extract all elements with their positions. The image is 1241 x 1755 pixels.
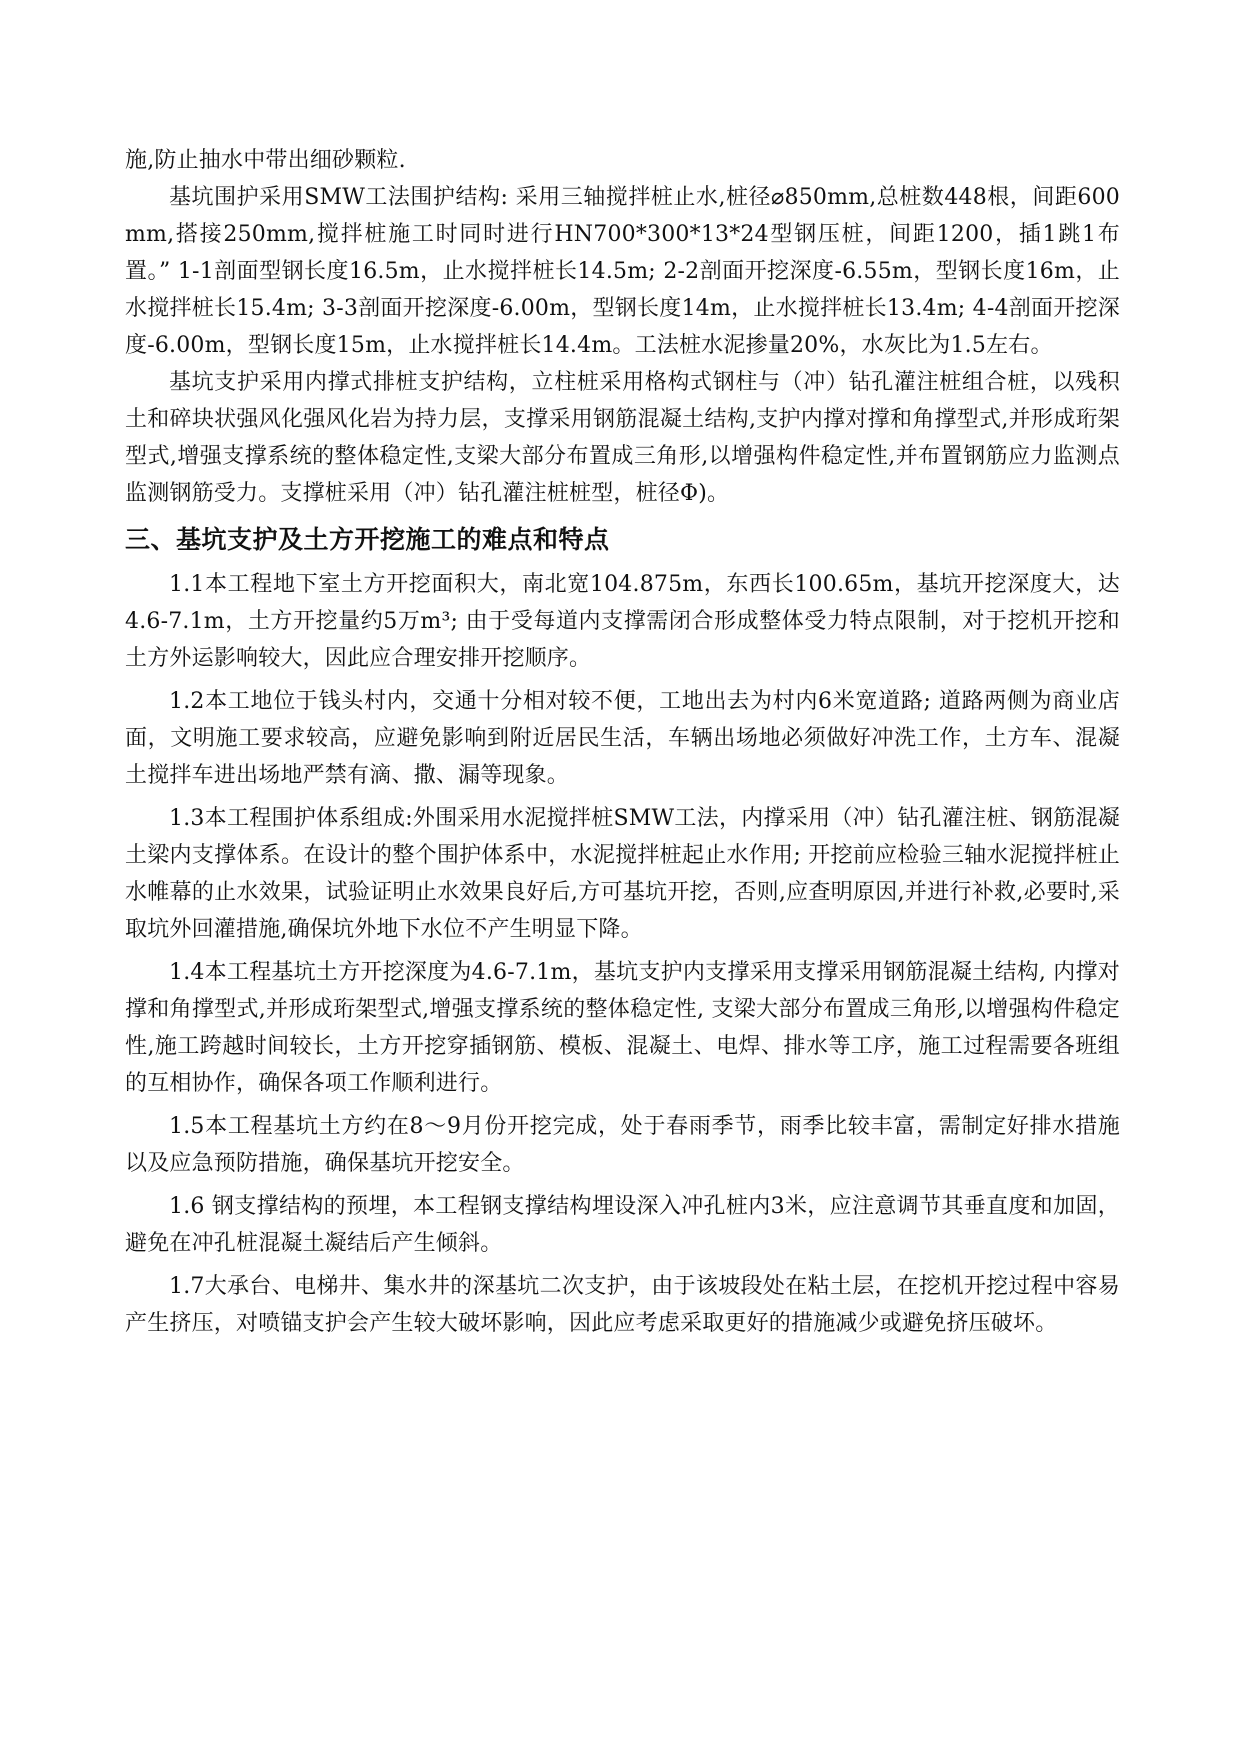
list-item-1-7: 1.7大承台、电梯井、集水井的深基坑二次支护，由于该坡段处在粘土层，在挖机开挖过程中容易产生挤压，对喷锚支护会产生较大破坏影响，因此应考虑采取更好的措施减少或避免挤压破坏。: [125, 1274, 1120, 1336]
paragraph-internal-bracing: 基坑支护采用内撑式排桩支护结构，立柱桩采用格构式钢柱与（冲）钻孔灌注桩组合桩，以残积土和碎块状强风化强风化岩为持力层，支撑采用钢筋混凝土结构,支护内撑对撑和角撑型式,并形成珩架型式,增强支撑系统的整体稳定性,支梁大部分布置成三角形,以增强构件稳定性,并布置钢筋应力监测点监测钢筋受力。支撑桩采用（冲）钻孔灌注桩桩型，桩径Φ)。: [125, 370, 1120, 506]
section-heading: 三、基坑支护及土方开挖施工的难点和特点: [125, 525, 610, 554]
list-item-1-1: 1.1本工程地下室土方开挖面积大，南北宽104.875m，东西长100.65m，基坑开挖深度大，达4.6-7.1m，土方开挖量约5万m³; 由于受每道内支撑需闭合形成整体受力特点限制，对于挖机开挖和土方外运影响较大，因此应合理安排开挖顺序。: [125, 572, 1120, 671]
list-item-1-5: 1.5本工程基坑土方约在8～9月份开挖完成，处于春雨季节，雨季比较丰富，需制定好排水措施以及应急预防措施，确保基坑开挖安全。: [125, 1114, 1120, 1176]
list-item-1-3: 1.3本工程围护体系组成:外围采用水泥搅拌桩SMW工法，内撑采用（冲）钻孔灌注桩、钢筋混凝土梁内支撑体系。在设计的整个围护体系中，水泥搅拌桩起止水作用; 开挖前应检验三轴水泥搅拌桩止水帷幕的止水效果，试验证明止水效果良好后,方可基坑开挖，否则,应查明原因,并进行补救,必要时,采取坑外回灌措施,确保坑外地下水位不产生明显下降。: [125, 806, 1120, 942]
document-body: [125, 142, 1120, 1348]
list-item-1-2: 1.2本工地位于钱头村内，交通十分相对较不便，工地出去为村内6米宽道路; 道路两侧为商业店面，文明施工要求较高，应避免影响到附近居民生活，车辆出场地必须做好冲洗工作，土方车、混凝土搅拌车进出场地严禁有滴、撒、漏等现象。: [125, 689, 1120, 788]
paragraph-continuation: 施,防止抽水中带出细砂颗粒.: [125, 148, 406, 173]
paragraph-smw-retaining: 基坑围护采用SMW工法围护结构: 采用三轴搅拌桩止水,桩径⌀850mm,总桩数448根，间距600mm,搭接250mm,搅拌桩施工时同时进行HN700*300*13*24型钢压桩，间距1200，插1跳1布置。” 1-1剖面型钢长度16.5m，止水搅拌桩长14.5m; 2-2剖面开挖深度-6.55m，型钢长度16m，止水搅拌桩长15.4m; 3-3剖面开挖深度-6.00m，型钢长度14m，止水搅拌桩长13.4m; 4-4剖面开挖深度-6.00m，型钢长度15m，止水搅拌桩长14.4m。工法桩水泥掺量20%，水灰比为1.5左右。: [125, 185, 1120, 358]
list-item-1-4: 1.4本工程基坑土方开挖深度为4.6-7.1m，基坑支护内支撑采用支撑采用钢筋混凝土结构, 内撑对撑和角撑型式,并形成珩架型式,增强支撑系统的整体稳定性, 支梁大部分布置成三角形,以增强构件稳定性,施工跨越时间较长，土方开挖穿插钢筋、模板、混凝土、电焊、排水等工序，施工过程需要各班组的互相协作，确保各项工作顺利进行。: [125, 960, 1120, 1096]
list-item-1-6: 1.6 钢支撑结构的预埋，本工程钢支撑结构埋设深入冲孔桩内3米，应注意调节其垂直度和加固，避免在冲孔桩混凝土凝结后产生倾斜。: [125, 1194, 1120, 1256]
